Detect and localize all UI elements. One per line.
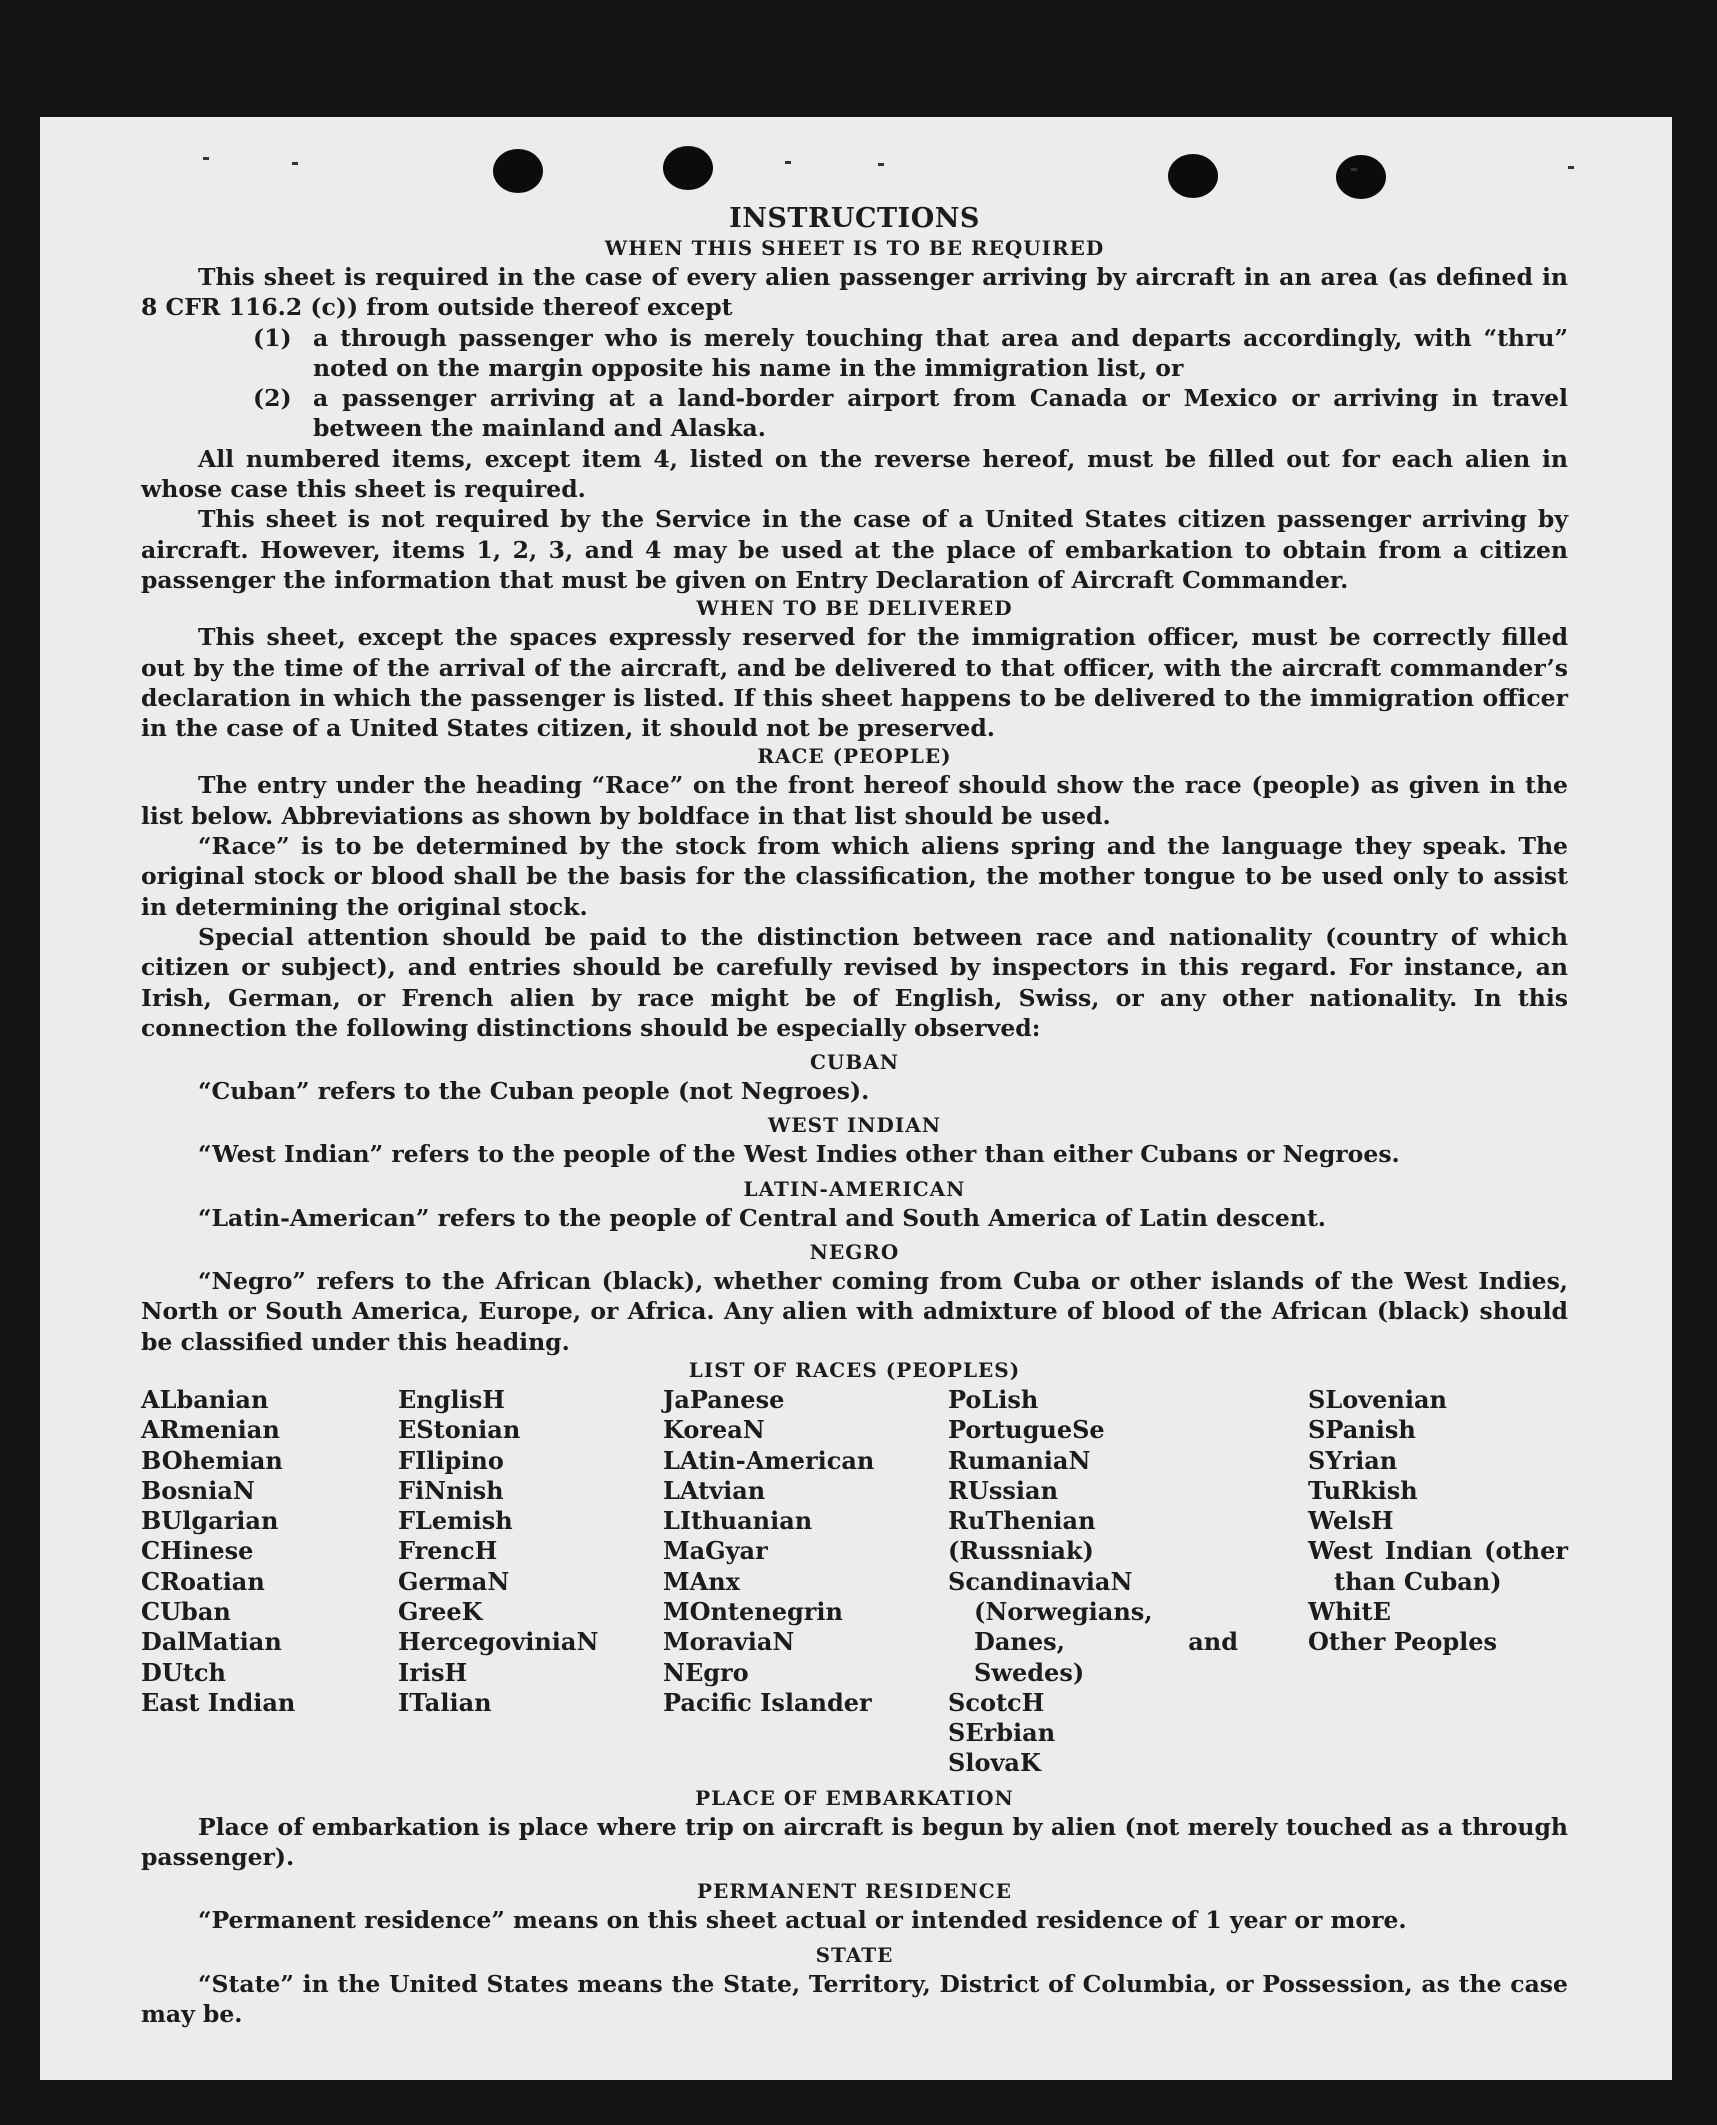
race-item: EnglisH: [398, 1384, 505, 1414]
race-item: RuThenian (Russniak): [948, 1506, 1096, 1566]
scan-speck: [292, 162, 298, 165]
race-item: Other Peoples: [1308, 1627, 1498, 1657]
race-item: DUtch: [141, 1657, 226, 1687]
punch-hole: [1168, 154, 1218, 198]
exception-item-2: [141, 383, 1568, 444]
race-item: SLovenian: [1308, 1384, 1447, 1414]
paragraph-state: “State” in the United States means the State, Territory, District of Columbia, or Possession, as the case may be.: [141, 1969, 1568, 2028]
scan-speck: [203, 157, 209, 160]
section-heading-west-indian: WEST INDIAN: [767, 1113, 942, 1138]
race-item: HercegoviniaN: [398, 1627, 599, 1657]
race-item: CRoatian: [141, 1566, 265, 1596]
race-list: [141, 1385, 1568, 1779]
paragraph-numbered-items: All numbered items, except item 4, listed on the reverse hereof, must be filled out for each alien in whose case this sheet is required.: [141, 444, 1568, 504]
paragraph-required-intro: This sheet is required in the case of every alien passenger arriving by aircraft in an area (as defined in 8 CFR 116.2 (c)) from outside thereof except: [141, 263, 1568, 322]
race-item: NEgro: [663, 1657, 749, 1687]
punch-hole: [663, 146, 713, 190]
race-item: LAtvian: [663, 1475, 766, 1505]
race-item: CHinese: [141, 1536, 254, 1566]
paragraph-cuban: “Cuban” refers to the Cuban people (not Negroes).: [198, 1077, 870, 1106]
race-item: PoLish: [948, 1384, 1039, 1414]
race-item: SlovaK: [948, 1748, 1041, 1778]
item-text: a passenger arriving at a land-border airport from Canada or Mexico or arriving in travel between the mainland and Alaska.: [313, 384, 1568, 443]
item-text: a through passenger who is merely touching that area and departs accordingly, with “thru” noted on the margin opposite his name in the immigration list, or: [313, 323, 1568, 382]
race-item: SYrian: [1308, 1445, 1398, 1475]
race-item: BOhemian: [141, 1445, 283, 1475]
section-heading-list-of-races: LIST OF RACES (PEOPLES): [688, 1357, 1021, 1382]
race-item: ALbanian: [141, 1384, 269, 1414]
paragraph-residence: “Permanent residence” means on this sheet actual or intended residence of 1 year or more.: [198, 1906, 1407, 1935]
paragraph-negro: “Negro” refers to the African (black), whether coming from Cuba or other islands of the West Indies, North or South America, Europe, or Africa. Any alien with admixture of blood of the African (black) should be classified under this heading.: [141, 1267, 1568, 1356]
race-item: JaPanese: [663, 1384, 785, 1414]
race-item: EStonian: [398, 1415, 521, 1445]
paragraph-race-1: The entry under the heading “Race” on the front hereof should show the race (people) as given in the list below. Abbreviations as shown by boldface in that list should be used.: [141, 771, 1568, 830]
section-heading-delivered: WHEN TO BE DELIVERED: [696, 596, 1013, 621]
instructions-text: [141, 203, 1568, 2029]
race-item: PortugueSe: [948, 1415, 1105, 1445]
section-heading-latin-american: LATIN-AMERICAN: [743, 1176, 966, 1201]
section-heading-negro: NEGRO: [809, 1240, 900, 1265]
scan-speck: [785, 161, 791, 164]
race-column-4: [948, 1385, 1238, 1779]
scan-speck: [1351, 168, 1357, 171]
section-heading-state: STATE: [815, 1942, 894, 1967]
race-item: LIthuanian: [663, 1506, 813, 1536]
paragraph-latin-american: “Latin-American” refers to the people of Central and South America of Latin descent.: [198, 1203, 1326, 1232]
section-heading-embarkation: PLACE OF EMBARKATION: [695, 1785, 1014, 1810]
race-item: West Indian (other than Cuban): [1308, 1536, 1568, 1596]
race-item: KoreaN: [663, 1415, 765, 1445]
race-item: FrencH: [398, 1536, 498, 1566]
race-item: East Indian: [141, 1687, 296, 1717]
paragraph-west-indian: “West Indian” refers to the people of the West Indies other than either Cubans or Negroes.: [198, 1140, 1400, 1169]
race-column-3: [663, 1385, 948, 1779]
race-item: ScotcH: [948, 1687, 1045, 1717]
race-item: BUlgarian: [141, 1506, 279, 1536]
paragraph-citizen: This sheet is not required by the Service in the case of a United States citizen passenger arriving by aircraft. However, items 1, 2, 3, and 4 may be used at the place of embarkation to obtain from a citizen passenger the information that must be given on Entry Declaration of Aircraft Commander.: [141, 505, 1568, 594]
race-item: Pacific Islander: [663, 1687, 872, 1717]
race-item: TuRkish: [1308, 1475, 1418, 1505]
punch-hole: [1336, 155, 1386, 199]
section-heading-required: WHEN THIS SHEET IS TO BE REQUIRED: [604, 236, 1105, 260]
race-item: GreeK: [398, 1596, 483, 1626]
paragraph-embarkation: Place of embarkation is place where trip on aircraft is begun by alien (not merely touched as a through passenger).: [141, 1812, 1568, 1872]
race-item: RUssian: [948, 1475, 1059, 1505]
section-heading-race: RACE (PEOPLE): [757, 744, 952, 769]
scan-speck: [1568, 166, 1574, 169]
item-number: (1): [253, 323, 292, 352]
race-item: MoraviaN: [663, 1627, 795, 1657]
race-item: RumaniaN: [948, 1445, 1091, 1475]
race-column-2: [398, 1385, 663, 1779]
race-item: LAtin-American: [663, 1445, 875, 1475]
race-item: FiNnish: [398, 1475, 504, 1505]
race-item: ScandinaviaN (Norwegians, Danes, and Swedes): [948, 1566, 1238, 1687]
scan-speck: [878, 163, 884, 166]
race-item: GermaN: [398, 1566, 510, 1596]
race-item: SErbian: [948, 1718, 1056, 1748]
page-title: INSTRUCTIONS: [729, 203, 980, 234]
race-item: CUban: [141, 1596, 231, 1626]
race-item: MOntenegrin: [663, 1596, 843, 1626]
race-item: SPanish: [1308, 1415, 1416, 1445]
section-heading-cuban: CUBAN: [809, 1050, 900, 1075]
race-item: MAnx: [663, 1566, 740, 1596]
paragraph-race-2: “Race” is to be determined by the stock from which aliens spring and the language they speak. The original stock or blood shall be the basis for the classification, the mother tongue to be used only to assist in determining the original stock.: [141, 832, 1568, 921]
paragraph-race-3: Special attention should be paid to the distinction between race and nationality (country of which citizen or subject), and entries should be carefully revised by inspectors in this regard. For instance, an Irish, German, or French alien by race might be of English, Swiss, or any other nationality. In this connection the following distinctions should be especially observed:: [141, 922, 1568, 1042]
race-item: BosniaN: [141, 1475, 255, 1505]
race-column-5: [1308, 1385, 1568, 1779]
exception-item-1: [141, 323, 1568, 384]
document-sheet: [40, 117, 1672, 2080]
race-item: FLemish: [398, 1506, 513, 1536]
race-item: WhitE: [1308, 1596, 1391, 1626]
section-heading-residence: PERMANENT RESIDENCE: [697, 1879, 1012, 1904]
race-item: IrisH: [398, 1657, 468, 1687]
race-column-1: [141, 1385, 398, 1779]
punch-hole: [493, 149, 543, 193]
race-item: FIlipino: [398, 1445, 504, 1475]
paragraph-delivered: This sheet, except the spaces expressly reserved for the immigration officer, must be correctly filled out by the time of the arrival of the aircraft, and be delivered to that officer, with the aircraft commander’s declaration in which the passenger is listed. If this sheet happens to be delivered to the immigration officer in the case of a United States citizen, it should not be preserved.: [141, 623, 1568, 743]
race-item: WelsH: [1308, 1506, 1394, 1536]
race-item: MaGyar: [663, 1536, 768, 1566]
race-item: DalMatian: [141, 1627, 282, 1657]
race-item: ARmenian: [141, 1415, 280, 1445]
item-number: (2): [253, 384, 292, 413]
race-item: ITalian: [398, 1687, 492, 1717]
